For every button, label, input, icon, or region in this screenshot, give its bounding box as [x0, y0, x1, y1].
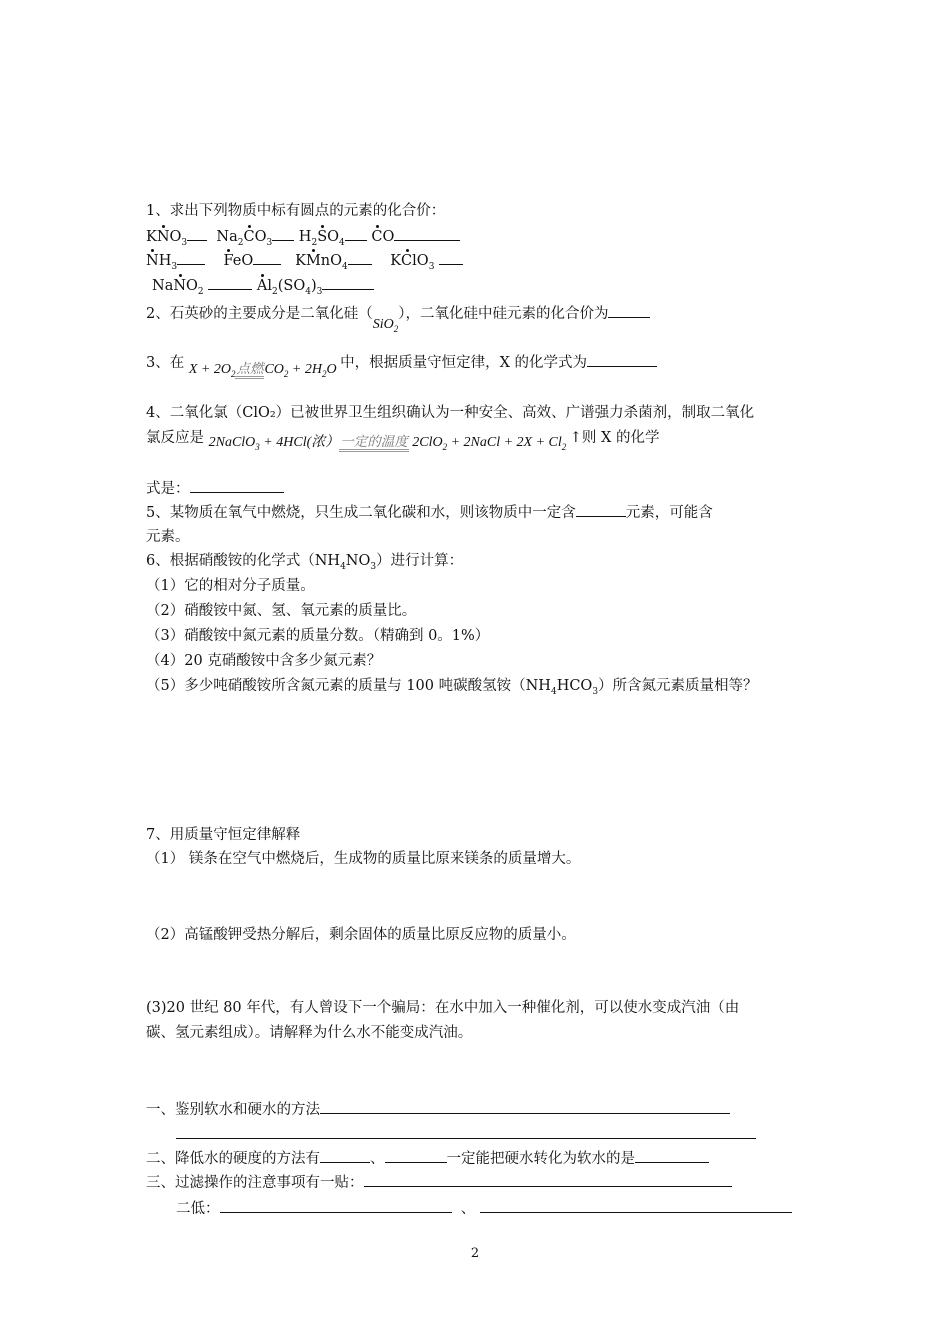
formula-kmno4: KMnO$_4$: [295, 253, 348, 272]
extra-one-line2: [176, 1124, 756, 1145]
q3-equation: $X + 2O_2$点燃$CO_2 + 2H_2O$: [188, 361, 337, 379]
q6-part3: （3）硝酸铵中氮元素的质量分数。（精确到 0。1%）: [146, 628, 490, 644]
q4-line1: 4、二氧化氯（ClO₂）已被世界卫生组织确认为一种安全、高效、广谱强力杀菌剂，制取二氧化: [146, 405, 755, 421]
q7-part3-line2: 碳、氢元素组成）。请解释为什么水不能变成汽油。: [146, 1025, 473, 1041]
q5-line2: 元素。: [146, 529, 190, 545]
q1-row3: [152, 275, 374, 296]
q1-title: 1、求出下列物质中标有圆点的元素的化合价：: [146, 203, 446, 219]
q2-line: 2、石英砂的主要成分是二氧化硅（SiO$_2$），二氧化硅中硅元素的化合价为: [146, 303, 650, 325]
formula-nh3: $NH_3$: [146, 253, 178, 272]
q7-title: 7、用质量守恒定律解释: [146, 827, 301, 843]
formula-nano2: NaNO$_2$: [152, 278, 204, 297]
sio2-formula: SiO$_2$: [372, 317, 399, 334]
q6-part5: （5）多少吨硝酸铵所含氮元素的质量与 100 吨碳酸氢铵$(NH_4HCO_3)$所含氮元素质量相等？: [146, 678, 758, 697]
extra-three-low: 二低： 、: [176, 1198, 792, 1219]
formula-feo: FeO: [223, 253, 254, 269]
q4-condition: 一定的温度: [339, 434, 409, 452]
q1-row1: [146, 226, 460, 247]
extra-three: 三、过滤操作的注意事项有一贴：: [146, 1172, 732, 1193]
page-number: 2: [470, 1246, 480, 1261]
q6-part4: （4）20 克硝酸铵中含多少氮元素？: [146, 653, 382, 669]
q3-condition: 点燃: [235, 361, 264, 379]
q1-row2: [146, 250, 463, 271]
q7-part2: （2）高锰酸钾受热分解后，剩余固体的质量比原反应物的质量小。: [146, 927, 576, 943]
q6-part1: （1）它的相对分子质量。: [146, 578, 315, 594]
extra-two: 二、降低水的硬度的方法有 、 一定能把硬水转化为软水的是: [146, 1148, 709, 1169]
formula-h2so4: $H_2SO_4$: [298, 229, 345, 248]
q4-line2: 氯反应是 2NaClO$_3$ + 4HCl(浓）一定的温度 2ClO$_2$ + 2NaCl + $2X + Cl_2$ ↑则 X 的化学: [146, 430, 660, 452]
formula-kclo3: KClO$_3$: [390, 253, 435, 272]
q7-part3-line1: (3)20 世纪 80 年代，有人曾设下一个骗局：在水中加入一种催化剂，可以使水变成汽油（由: [146, 1000, 740, 1016]
q6-title: 6、根据硝酸铵的化学式$(NH_4NO_3)$进行计算：: [146, 553, 464, 572]
q5-line1: 5、某物质在氧气中燃烧，只生成二氧化碳和水，则该物质中一定含 元素，可能含: [146, 502, 713, 523]
q4-equation: 2NaClO$_3$ + 4HCl(浓）一定的温度 2ClO$_2$ + 2NaCl + $2X + Cl_2$: [208, 434, 567, 452]
extra-one: 一、鉴别软水和硬水的方法: [146, 1099, 730, 1120]
q4-line3: 式是：: [146, 478, 284, 499]
formula-al2so43: $Al_2(SO_4)_3$: [256, 278, 323, 297]
formula-na2co3: $Na_2CO_3$: [216, 229, 273, 248]
formula-kno3: $KNO_3$: [146, 229, 188, 248]
q7-part1: （1） 镁条在空气中燃烧后，生成物的质量比原来镁条的质量增大。: [146, 851, 581, 867]
q6-part2: （2）硝酸铵中氮、氢、氧元素的质量比。: [146, 603, 417, 619]
formula-co: CO: [371, 229, 395, 245]
q3-line: 3、在 $X + 2O_2$点燃$CO_2 + 2H_2O$ 中，根据质量守恒定律，X 的化学式为: [146, 352, 657, 374]
